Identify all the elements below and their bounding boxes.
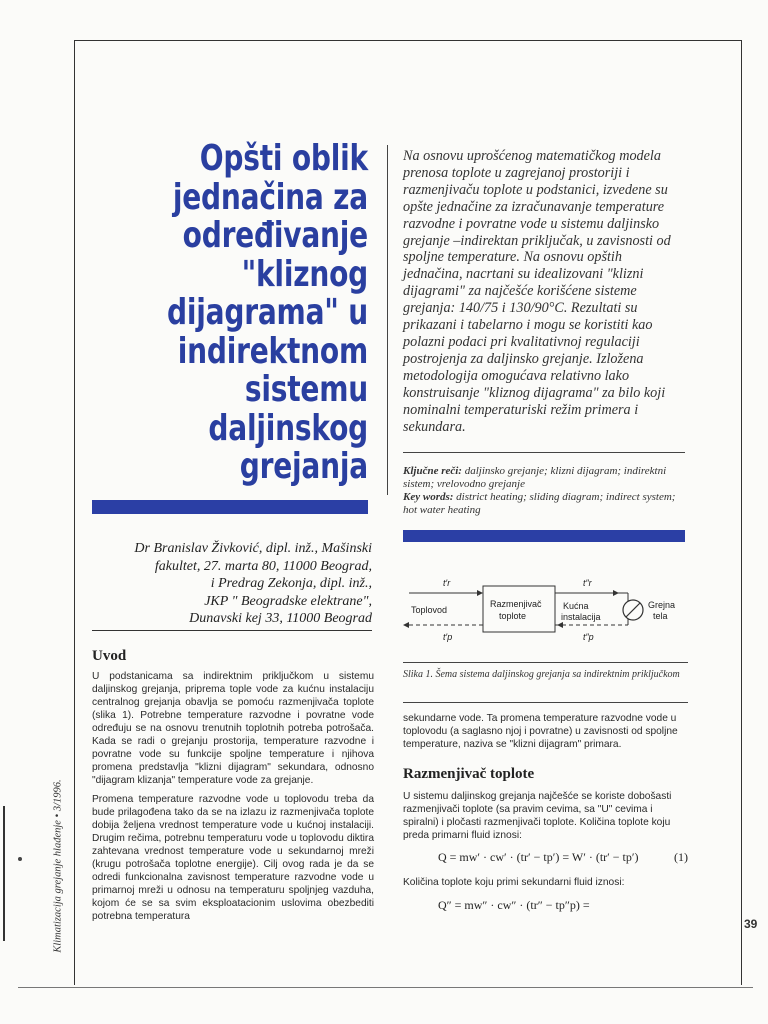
paragraph: Promena temperature razvodne vode u toplovodu treba da bude prilagođena tako da se na izlazu iz razmenjivača toplote dobija željena vrednost temperature vode u kućnoj instalaciji. Drugim rečima, potrebnu temperaturu vode u toplovodu diktira zahtevana vrednost temperature vode u sekundarnoj mreži (krugu potrošača toplotne energije). Cilj ovog rada je da se odredi funkcionalna zavisnost temperature razvodne vode u primarnoj mreži u odnosu na temperaturu spoljnjeg vazduha, kojom će se sa svim eksploatacionim uslovima obezbediti potrebna temperatura — [92, 794, 374, 922]
label-exchanger-2: toplote — [499, 611, 527, 621]
label-kucna-2: instalacija — [561, 612, 601, 622]
abstract-rule — [403, 452, 685, 453]
label-tr2: t″r — [583, 578, 592, 588]
title-line: indirektnom — [177, 330, 368, 372]
label-tp1: t′p — [443, 632, 453, 642]
page-number: 39 — [744, 917, 758, 931]
column-divider — [387, 145, 388, 495]
label-grejna-2: tela — [653, 611, 668, 621]
title-line: jednačina za — [172, 176, 368, 218]
title-line: dijagrama" u — [167, 292, 368, 333]
arrow-left-icon — [557, 622, 563, 628]
figure-rule — [403, 662, 688, 663]
title-line: grejanja — [239, 446, 368, 487]
accent-bar — [403, 530, 685, 542]
label-toplovod: Toplovod — [411, 605, 448, 615]
title-accent-bar — [92, 500, 368, 514]
margin-mark — [3, 806, 5, 941]
section-heading-uvod: Uvod — [92, 648, 127, 664]
arrow-left-icon — [403, 622, 409, 628]
title-line: Opšti oblik — [199, 138, 368, 179]
keywords-text-en: district heating; sliding diagram; indirect system; hot water heating — [403, 491, 676, 516]
title-line: daljinskog — [208, 407, 368, 449]
equation-2-body: Q″ = mw″ · cw″ · (tr″ − tp″p) = — [438, 898, 590, 912]
author-line: JKP " Beogradske elektrane", — [204, 593, 372, 609]
author-line: i Predrag Zekonja, dipl. inž., — [210, 576, 372, 592]
right-body-2 — [403, 790, 688, 842]
title-line: "kliznog — [241, 253, 368, 295]
title-line: sistemu — [244, 369, 368, 410]
article-title — [92, 140, 368, 487]
journal-name: Klimatizacija grejanje hlađenje • 3/1996. — [52, 778, 64, 953]
keywords-en — [403, 491, 688, 517]
equation-1-body: Q = mw′ · cw′ · (tr′ − tp′) = W′ · (tr′ − tp′) — [438, 850, 639, 864]
right-body-3: Količina toplote koju primi sekundarni fluid iznosi: — [403, 877, 625, 888]
arrow-right-icon — [477, 590, 483, 596]
figure-caption: Slika 1. Šema sistema daljinskog grejanja sa indirektnim priključkom — [403, 669, 680, 680]
equation-1-number: (1) — [674, 850, 688, 864]
figure-1-schema — [403, 562, 688, 657]
label-exchanger-1: Razmenjivač — [490, 599, 542, 609]
abstract: Na osnovu uprošćenog matematičkog modela prenosa toplote u zagrejanoj prostoriji i razmenjivaču toplote u podstanici, izvedene su opšte jednačine za izračunavanje temperature razvodne i povratne vode u sistemu daljinsko grejanje –indirektan priključak, u zavisnosti od spoljne temperature. Na osnovu opštih jednačina, nacrtani su idealizovani "klizni dijagrami" za najčešće korišćene sisteme grejanja: 140/75 i 130/90°C. Rezultati su prikazani i tabelarno i mogu se koristiti kao polazni podaci pri kvalitativnoj regulaciji postrojenja za daljinsko grejanje. Izložena metodologija omogućava relativno lako konstruisanje "kliznog dijagrama" za bilo koji nominalni temperaturiski režim primera i sekundara. — [403, 148, 671, 435]
caption-rule — [403, 702, 688, 703]
journal-footer — [48, 748, 68, 983]
section-rule — [92, 630, 372, 631]
keywords-block — [403, 465, 688, 517]
section-heading-razmenjivac: Razmenjivač toplote — [403, 766, 535, 782]
keywords-text-sr: daljinsko grejanje; klizni dijagram; indirektni sistem; vrelovodno grejanje — [403, 465, 667, 490]
paragraph: sekundarne vode. Ta promena temperature razvodne vode u toplovodu (a saglasno njoj i povratne) u zavisnosti od spoljne temperature, naziva se "klizni dijagram" primara. — [403, 713, 678, 750]
author-line: fakultet, 27. marta 80, 11000 Beograd, — [154, 558, 372, 574]
arrow-right-icon — [613, 590, 619, 596]
author-line: Dunavski kej 33, 11000 Beograd — [189, 611, 372, 627]
label-tp2: t″p — [583, 632, 594, 642]
margin-dot — [18, 857, 22, 861]
heat-exchanger-box — [483, 586, 555, 632]
author-line: Dr Branislav Živković, dipl. inž., Mašinski — [134, 541, 372, 556]
bottom-rule — [18, 987, 753, 988]
label-kucna-1: Kućna — [563, 601, 589, 611]
keywords-label-sr: Ključne reči: — [403, 465, 462, 477]
uvod-body — [92, 670, 374, 929]
paragraph: U sistemu daljinskog grejanja najčešće se koriste dobošasti razmenjivači toplote (sa pravim cevima, sa "U" cevima i spiralni) i pločasti razmenjivači toplote. Količina toplote koju preda primarni fluid iznosi: — [403, 791, 672, 841]
paragraph: U podstanicama sa indirektnim priključkom u sistemu daljinskog grejanja, priprema tople vode za kućnu instalaciju centralnog grejanja obavlja se pomoću razmenjivača toplote (slika 1). Potrebne temperature razvodne i povratne vode određuju se na osnovu trenutnih toplotnih potreba potrošača. Kada se radi o grejanju prostorija, temperature razvodne i povratne vode su funkcije spoljne temperature i njihova promena predstavlja "klizni dijagram" sekundara, odnosno "dijagram klizanja" temperature vode za grejanje. — [92, 671, 374, 786]
title-line: određivanje — [182, 215, 368, 256]
label-grejna-1: Grejna — [648, 600, 676, 610]
keywords-label-en: Key words: — [403, 491, 454, 503]
right-body-1 — [403, 712, 688, 751]
authors-block — [92, 540, 372, 628]
label-tr1: t′r — [443, 578, 451, 588]
keywords-sr — [403, 465, 688, 491]
